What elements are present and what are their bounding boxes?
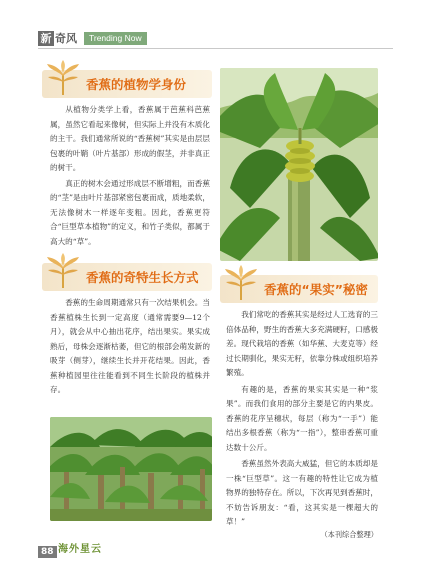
trending-badge: Trending Now bbox=[84, 32, 147, 45]
section-body-fruit bbox=[226, 308, 378, 540]
category-label: 奇风 bbox=[55, 32, 77, 45]
page-number: 88 bbox=[38, 546, 57, 558]
publication-logo: 海外星云 bbox=[58, 544, 102, 555]
section-heading-growth bbox=[42, 263, 212, 291]
paragraph: 香蕉的生命周期通常只有一次结果机会。当香蕉植株生长到一定高度（通常需要9—12个月），就会从中心抽出花序，结出果实。果实成熟后，母株会逐渐枯萎，但它的根部会萌发新的吸芽（侧芽），继续生长并开花结果。因此，香蕉种植园里往往能看到不同生长阶段的植株并存。 bbox=[50, 298, 210, 394]
header-divider bbox=[38, 48, 393, 49]
banana-plant-icon bbox=[46, 60, 80, 96]
banana-plant-photo bbox=[220, 68, 378, 261]
paragraph: 从植物分类学上看，香蕉属于芭蕉科芭蕉属，虽然它看起来像树，但实际上并没有木质化的主干。我们通常所说的“香蕉树”其实是由层层包裹的叶鞘（叶片基部）形成的假茎，并非真正的树干。 bbox=[50, 105, 210, 172]
section-title: 香蕉的“果实”秘密 bbox=[264, 282, 368, 297]
section-body-growth bbox=[50, 296, 210, 398]
section-title: 香蕉的植物学身份 bbox=[86, 77, 187, 92]
banana-plant-icon bbox=[46, 253, 80, 289]
section-title: 香蕉的奇特生长方式 bbox=[86, 270, 199, 285]
source-credit: （本刊综合整理） bbox=[320, 529, 378, 539]
section-body-botany bbox=[50, 103, 210, 249]
paragraph: 香蕉虽然外表高大威猛，但它的本质却是一株“巨型草”。这一有趣的特性让它成为植物界的独特存在。所以，下次再见到香蕉时，不妨告诉朋友：“看，这其实是一棵超大的草！” bbox=[226, 459, 378, 526]
banana-plant-icon bbox=[224, 265, 258, 301]
banana-plantation-photo bbox=[50, 417, 212, 521]
paragraph: 真正的树木会通过形成层不断增粗，而香蕉的“茎”是由叶片基部紧密包裹而成，质地柔软，无法像树木一样逐年变粗。因此，香蕉更符合“巨型草本植物”的定义，和竹子类似，都属于高大的“草”。 bbox=[50, 178, 210, 246]
section-heading-botany bbox=[42, 70, 212, 98]
paragraph: 有趣的是，香蕉的果实其实是一种“浆果”。而我们食用的部分主要是它的内果皮。香蕉的花序呈穗状，每层（称为“一手”）能结出多根香蕉（称为“一指”），整串香蕉可重达数十公斤。 bbox=[226, 384, 378, 452]
section-heading-fruit bbox=[220, 275, 378, 303]
category-badge: 新 bbox=[38, 31, 54, 46]
paragraph: 我们常吃的香蕉其实是经过人工选育的三倍体品种，野生的香蕉大多充满硬籽，口感极差。现代栽培的香蕉（如华蕉、大麦克等）经过长期驯化，果实无籽，依靠分株或组织培养繁殖。 bbox=[226, 310, 378, 377]
